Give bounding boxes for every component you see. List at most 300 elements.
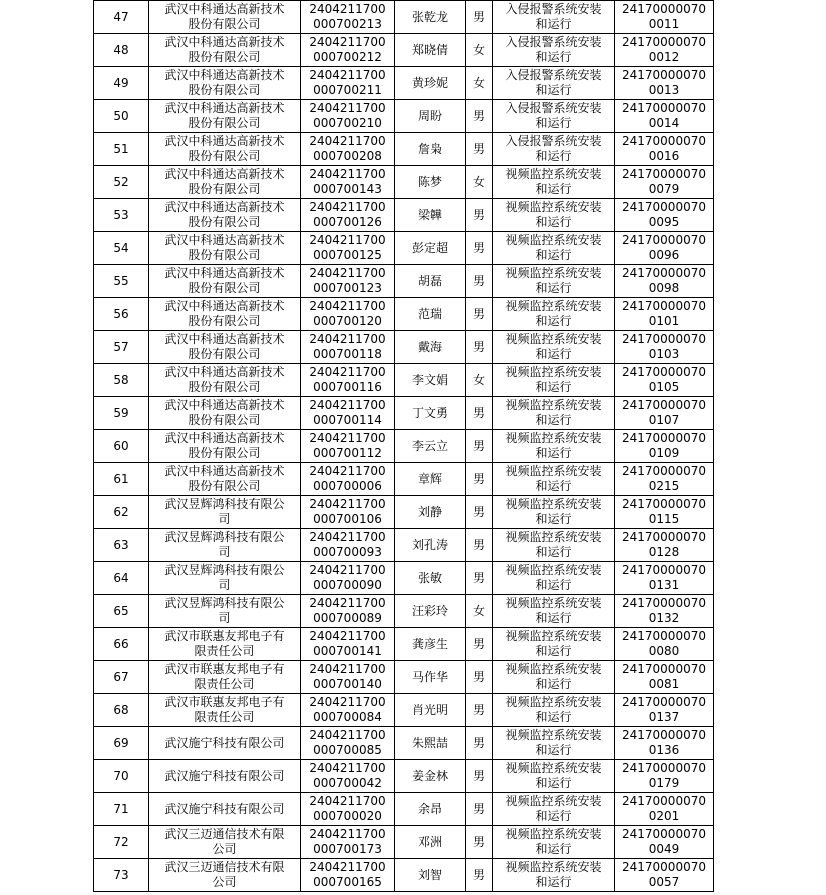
certificate-number-cell <box>615 760 714 793</box>
exam-item-cell-line: 和运行 <box>535 578 572 592</box>
table-row <box>94 760 714 793</box>
table-row <box>94 595 714 628</box>
exam-item-cell-line: 和运行 <box>535 380 572 394</box>
row-number-cell: 47 <box>94 1 149 34</box>
id-number-cell <box>301 529 395 562</box>
id-number-cell <box>301 265 395 298</box>
company-cell-line: 武汉中科通达高新技术 <box>164 134 285 148</box>
roster-table-body <box>94 1 714 892</box>
company-cell-line: 股份有限公司 <box>188 116 261 130</box>
company-cell-line: 股份有限公司 <box>188 413 261 427</box>
id-number-cell <box>301 562 395 595</box>
company-cell-line: 武汉中科通达高新技术 <box>164 35 285 49</box>
certificate-number-cell <box>615 430 714 463</box>
exam-item-cell <box>493 364 615 397</box>
exam-item-cell <box>493 1 615 34</box>
company-cell-line: 武汉昱辉鸿科技有限公 <box>164 497 285 511</box>
exam-item-cell-line: 和运行 <box>535 17 572 31</box>
company-cell-line: 武汉市联惠友邦电子有 <box>164 662 285 676</box>
company-cell <box>149 1 301 34</box>
certificate-number-cell-line: 0179 <box>648 776 680 790</box>
id-number-cell-line: 2404211700 <box>309 563 386 577</box>
row-number-cell: 72 <box>94 826 149 859</box>
table-row <box>94 661 714 694</box>
person-name-cell: 龚彦生 <box>395 628 466 661</box>
company-cell <box>149 34 301 67</box>
table-row <box>94 133 714 166</box>
certificate-number-cell-line: 0012 <box>648 50 680 64</box>
certificate-number-cell-line: 0137 <box>648 710 680 724</box>
id-number-cell <box>301 199 395 232</box>
company-cell <box>149 760 301 793</box>
exam-item-cell-line: 和运行 <box>535 116 572 130</box>
certificate-number-cell-line: 24170000070 <box>622 266 706 280</box>
exam-item-cell <box>493 529 615 562</box>
row-number-cell: 49 <box>94 67 149 100</box>
id-number-cell-line: 000700208 <box>313 149 382 163</box>
id-number-cell-line: 2404211700 <box>309 860 386 874</box>
gender-cell: 男 <box>466 826 493 859</box>
person-name-cell: 刘智 <box>395 859 466 892</box>
gender-cell: 男 <box>466 397 493 430</box>
exam-item-cell-line: 和运行 <box>535 677 572 691</box>
company-cell-line: 股份有限公司 <box>188 281 261 295</box>
id-number-cell <box>301 166 395 199</box>
gender-cell: 男 <box>466 232 493 265</box>
table-row <box>94 463 714 496</box>
person-name-cell: 汪彩玲 <box>395 595 466 628</box>
id-number-cell-line: 2404211700 <box>309 134 386 148</box>
company-cell-line: 股份有限公司 <box>188 83 261 97</box>
id-number-cell-line: 000700118 <box>313 347 382 361</box>
company-cell-line: 股份有限公司 <box>188 446 261 460</box>
gender-cell: 男 <box>466 562 493 595</box>
certificate-number-cell <box>615 67 714 100</box>
table-row <box>94 397 714 430</box>
certificate-number-cell-line: 0215 <box>648 479 680 493</box>
person-name-cell: 戴海 <box>395 331 466 364</box>
exam-item-cell <box>493 331 615 364</box>
exam-item-cell-line: 视频监控系统安装 <box>505 497 602 511</box>
gender-cell: 男 <box>466 331 493 364</box>
exam-item-cell <box>493 166 615 199</box>
exam-item-cell-line: 视频监控系统安装 <box>505 530 602 544</box>
gender-cell: 男 <box>466 463 493 496</box>
row-number-cell: 57 <box>94 331 149 364</box>
company-cell-line: 武汉施宁科技有限公司 <box>164 801 285 816</box>
id-number-cell-line: 2404211700 <box>309 398 386 412</box>
row-number-cell: 71 <box>94 793 149 826</box>
exam-item-cell-line: 视频监控系统安装 <box>505 629 602 643</box>
id-number-cell-line: 000700212 <box>313 50 382 64</box>
exam-item-cell <box>493 133 615 166</box>
exam-item-cell-line: 和运行 <box>535 50 572 64</box>
person-name-cell: 肖光明 <box>395 694 466 727</box>
company-cell-line: 武汉昱辉鸿科技有限公 <box>164 563 285 577</box>
company-cell <box>149 727 301 760</box>
table-row <box>94 496 714 529</box>
company-cell-line: 司 <box>218 545 231 559</box>
exam-item-cell <box>493 199 615 232</box>
table-row <box>94 727 714 760</box>
id-number-cell-line: 000700112 <box>313 446 382 460</box>
exam-item-cell-line: 视频监控系统安装 <box>505 695 602 709</box>
gender-cell: 男 <box>466 628 493 661</box>
company-cell-line: 限责任公司 <box>194 710 255 724</box>
id-number-cell-line: 2404211700 <box>309 662 386 676</box>
company-cell-line: 武汉中科通达高新技术 <box>164 266 285 280</box>
company-cell-line: 武汉中科通达高新技术 <box>164 101 285 115</box>
company-cell-line: 股份有限公司 <box>188 314 261 328</box>
certificate-number-cell-line: 0080 <box>648 644 680 658</box>
id-number-cell-line: 000700042 <box>313 776 382 790</box>
row-number-cell: 67 <box>94 661 149 694</box>
id-number-cell-line: 2404211700 <box>309 200 386 214</box>
id-number-cell-line: 2404211700 <box>309 233 386 247</box>
certificate-number-cell <box>615 166 714 199</box>
gender-cell: 女 <box>466 34 493 67</box>
certificate-number-cell-line: 0011 <box>648 17 680 31</box>
certificate-number-cell <box>615 859 714 892</box>
id-number-cell-line: 2404211700 <box>309 365 386 379</box>
person-name-cell: 郑晓倩 <box>395 34 466 67</box>
exam-item-cell-line: 入侵报警系统安装 <box>505 2 602 16</box>
row-number-cell: 60 <box>94 430 149 463</box>
company-cell <box>149 397 301 430</box>
id-number-cell-line: 000700114 <box>313 413 382 427</box>
id-number-cell <box>301 628 395 661</box>
company-cell-line: 公司 <box>212 842 237 856</box>
company-cell <box>149 133 301 166</box>
row-number-cell: 66 <box>94 628 149 661</box>
person-name-cell: 李文娟 <box>395 364 466 397</box>
exam-item-cell <box>493 628 615 661</box>
certificate-number-cell-line: 0107 <box>648 413 680 427</box>
id-number-cell-line: 2404211700 <box>309 431 386 445</box>
id-number-cell-line: 000700090 <box>313 578 382 592</box>
company-cell-line: 武汉中科通达高新技术 <box>164 431 285 445</box>
exam-item-cell <box>493 265 615 298</box>
company-cell-line: 武汉中科通达高新技术 <box>164 68 285 82</box>
company-cell-line: 武汉中科通达高新技术 <box>164 200 285 214</box>
company-cell <box>149 661 301 694</box>
exam-item-cell-line: 和运行 <box>535 809 572 823</box>
id-number-cell-line: 2404211700 <box>309 629 386 643</box>
company-cell-line: 限责任公司 <box>194 677 255 691</box>
id-number-cell <box>301 67 395 100</box>
exam-item-cell-line: 和运行 <box>535 710 572 724</box>
table-row <box>94 298 714 331</box>
exam-item-cell-line: 视频监控系统安装 <box>505 365 602 379</box>
exam-item-cell-line: 和运行 <box>535 248 572 262</box>
certificate-number-cell <box>615 595 714 628</box>
id-number-cell-line: 2404211700 <box>309 35 386 49</box>
certificate-number-cell-line: 24170000070 <box>622 398 706 412</box>
company-cell <box>149 67 301 100</box>
company-cell <box>149 364 301 397</box>
company-cell <box>149 562 301 595</box>
company-cell-line: 武汉昱辉鸿科技有限公 <box>164 530 285 544</box>
exam-item-cell-line: 入侵报警系统安装 <box>505 134 602 148</box>
id-number-cell-line: 2404211700 <box>309 695 386 709</box>
row-number-cell: 70 <box>94 760 149 793</box>
certificate-number-cell-line: 24170000070 <box>622 101 706 115</box>
certificate-number-cell-line: 0131 <box>648 578 680 592</box>
id-number-cell <box>301 430 395 463</box>
id-number-cell-line: 2404211700 <box>309 728 386 742</box>
id-number-cell-line: 000700210 <box>313 116 382 130</box>
person-name-cell: 余昂 <box>395 793 466 826</box>
id-number-cell-line: 000700173 <box>313 842 382 856</box>
certificate-number-cell-line: 24170000070 <box>622 233 706 247</box>
exam-item-cell-line: 和运行 <box>535 743 572 757</box>
id-number-cell-line: 2404211700 <box>309 464 386 478</box>
certificate-number-cell-line: 0105 <box>648 380 680 394</box>
exam-item-cell-line: 视频监控系统安装 <box>505 398 602 412</box>
exam-item-cell <box>493 793 615 826</box>
company-cell-line: 股份有限公司 <box>188 479 261 493</box>
id-number-cell-line: 000700093 <box>313 545 382 559</box>
id-number-cell-line: 000700125 <box>313 248 382 262</box>
exam-item-cell <box>493 34 615 67</box>
person-name-cell: 丁文勇 <box>395 397 466 430</box>
certificate-number-cell-line: 24170000070 <box>622 35 706 49</box>
person-name-cell: 胡磊 <box>395 265 466 298</box>
gender-cell: 女 <box>466 166 493 199</box>
exam-item-cell-line: 和运行 <box>535 512 572 526</box>
exam-item-cell-line: 视频监控系统安装 <box>505 662 602 676</box>
company-cell-line: 武汉三迈通信技术有限 <box>164 860 285 874</box>
person-name-cell: 刘静 <box>395 496 466 529</box>
exam-item-cell-line: 入侵报警系统安装 <box>505 35 602 49</box>
table-row <box>94 793 714 826</box>
company-cell <box>149 265 301 298</box>
certificate-number-cell <box>615 298 714 331</box>
certificate-number-cell <box>615 694 714 727</box>
certificate-number-cell <box>615 661 714 694</box>
row-number-cell: 52 <box>94 166 149 199</box>
person-name-cell: 黄珍妮 <box>395 67 466 100</box>
certificate-number-cell <box>615 199 714 232</box>
certificate-number-cell-line: 24170000070 <box>622 563 706 577</box>
certificate-number-cell-line: 24170000070 <box>622 134 706 148</box>
certificate-number-cell-line: 24170000070 <box>622 860 706 874</box>
row-number-cell: 50 <box>94 100 149 133</box>
certificate-number-cell-line: 24170000070 <box>622 167 706 181</box>
certificate-number-cell-line: 24170000070 <box>622 794 706 808</box>
certificate-number-cell-line: 24170000070 <box>622 827 706 841</box>
company-cell-line: 股份有限公司 <box>188 215 261 229</box>
person-name-cell: 马作华 <box>395 661 466 694</box>
certificate-number-cell <box>615 463 714 496</box>
company-cell-line: 股份有限公司 <box>188 380 261 394</box>
certificate-number-cell-line: 0201 <box>648 809 680 823</box>
company-cell-line: 武汉中科通达高新技术 <box>164 332 285 346</box>
certificate-number-cell-line: 24170000070 <box>622 662 706 676</box>
table-row <box>94 430 714 463</box>
company-cell-line: 股份有限公司 <box>188 17 261 31</box>
table-row <box>94 694 714 727</box>
id-number-cell-line: 000700120 <box>313 314 382 328</box>
exam-item-cell <box>493 463 615 496</box>
gender-cell: 男 <box>466 100 493 133</box>
gender-cell: 男 <box>466 133 493 166</box>
id-number-cell <box>301 694 395 727</box>
certificate-number-cell-line: 0103 <box>648 347 680 361</box>
table-row <box>94 34 714 67</box>
certificate-number-cell-line: 0115 <box>648 512 680 526</box>
person-name-cell: 章辉 <box>395 463 466 496</box>
exam-item-cell-line: 和运行 <box>535 644 572 658</box>
gender-cell: 男 <box>466 694 493 727</box>
gender-cell: 男 <box>466 529 493 562</box>
exam-item-cell-line: 和运行 <box>535 776 572 790</box>
id-number-cell-line: 000700126 <box>313 215 382 229</box>
table-row <box>94 100 714 133</box>
company-cell-line: 股份有限公司 <box>188 149 261 163</box>
company-cell-line: 武汉施宁科技有限公司 <box>164 735 285 750</box>
certificate-number-cell <box>615 397 714 430</box>
id-number-cell-line: 000700165 <box>313 875 382 889</box>
company-cell <box>149 199 301 232</box>
exam-item-cell-line: 视频监控系统安装 <box>505 266 602 280</box>
table-row <box>94 232 714 265</box>
company-cell <box>149 793 301 826</box>
row-number-cell: 62 <box>94 496 149 529</box>
gender-cell: 男 <box>466 199 493 232</box>
company-cell <box>149 628 301 661</box>
id-number-cell-line: 2404211700 <box>309 827 386 841</box>
certificate-number-cell-line: 0132 <box>648 611 680 625</box>
exam-item-cell <box>493 100 615 133</box>
row-number-cell: 68 <box>94 694 149 727</box>
certificate-number-cell-line: 24170000070 <box>622 629 706 643</box>
certificate-number-cell-line: 0128 <box>648 545 680 559</box>
certificate-number-cell-line: 0109 <box>648 446 680 460</box>
company-cell-line: 武汉三迈通信技术有限 <box>164 827 285 841</box>
id-number-cell-line: 000700106 <box>313 512 382 526</box>
exam-item-cell <box>493 859 615 892</box>
person-name-cell: 李云立 <box>395 430 466 463</box>
exam-item-cell <box>493 826 615 859</box>
exam-item-cell-line: 视频监控系统安装 <box>505 299 602 313</box>
company-cell-line: 司 <box>218 578 231 592</box>
exam-item-cell-line: 视频监控系统安装 <box>505 563 602 577</box>
exam-item-cell-line: 视频监控系统安装 <box>505 596 602 610</box>
id-number-cell-line: 000700116 <box>313 380 382 394</box>
row-number-cell: 61 <box>94 463 149 496</box>
gender-cell: 男 <box>466 430 493 463</box>
id-number-cell-line: 000700143 <box>313 182 382 196</box>
certificate-number-cell <box>615 133 714 166</box>
certificate-number-cell-line: 0136 <box>648 743 680 757</box>
company-cell-line: 司 <box>218 512 231 526</box>
person-name-cell: 邓洲 <box>395 826 466 859</box>
id-number-cell <box>301 1 395 34</box>
certificate-number-cell-line: 24170000070 <box>622 695 706 709</box>
company-cell-line: 武汉市联惠友邦电子有 <box>164 629 285 643</box>
table-row <box>94 1 714 34</box>
row-number-cell: 63 <box>94 529 149 562</box>
id-number-cell <box>301 100 395 133</box>
id-number-cell-line: 2404211700 <box>309 497 386 511</box>
person-name-cell: 姜金林 <box>395 760 466 793</box>
table-row <box>94 859 714 892</box>
person-name-cell: 彭定超 <box>395 232 466 265</box>
id-number-cell-line: 000700123 <box>313 281 382 295</box>
exam-item-cell-line: 视频监控系统安装 <box>505 233 602 247</box>
id-number-cell-line: 2404211700 <box>309 530 386 544</box>
exam-item-cell-line: 入侵报警系统安装 <box>505 101 602 115</box>
certificate-number-cell-line: 24170000070 <box>622 431 706 445</box>
table-row <box>94 562 714 595</box>
certificate-number-cell-line: 24170000070 <box>622 596 706 610</box>
company-cell-line: 武汉昱辉鸿科技有限公 <box>164 596 285 610</box>
id-number-cell <box>301 595 395 628</box>
certificate-number-cell-line: 0013 <box>648 83 680 97</box>
company-cell-line: 武汉中科通达高新技术 <box>164 398 285 412</box>
company-cell-line: 武汉中科通达高新技术 <box>164 2 285 16</box>
company-cell <box>149 298 301 331</box>
company-cell <box>149 529 301 562</box>
exam-item-cell-line: 和运行 <box>535 875 572 889</box>
exam-item-cell-line: 和运行 <box>535 149 572 163</box>
row-number-cell: 69 <box>94 727 149 760</box>
id-number-cell <box>301 661 395 694</box>
certificate-number-cell <box>615 826 714 859</box>
certificate-number-cell-line: 0101 <box>648 314 680 328</box>
exam-item-cell-line: 视频监控系统安装 <box>505 728 602 742</box>
gender-cell: 女 <box>466 595 493 628</box>
id-number-cell-line: 2404211700 <box>309 596 386 610</box>
id-number-cell-line: 000700140 <box>313 677 382 691</box>
exam-item-cell-line: 和运行 <box>535 314 572 328</box>
certificate-number-cell-line: 24170000070 <box>622 530 706 544</box>
id-number-cell <box>301 496 395 529</box>
id-number-cell <box>301 133 395 166</box>
company-cell-line: 公司 <box>212 875 237 889</box>
table-row <box>94 166 714 199</box>
row-number-cell: 48 <box>94 34 149 67</box>
certificate-number-cell-line: 0014 <box>648 116 680 130</box>
certificate-number-cell-line: 24170000070 <box>622 68 706 82</box>
id-number-cell <box>301 331 395 364</box>
certificate-number-cell-line: 0081 <box>648 677 680 691</box>
certificate-number-cell <box>615 562 714 595</box>
exam-item-cell <box>493 397 615 430</box>
gender-cell: 男 <box>466 1 493 34</box>
exam-item-cell-line: 和运行 <box>535 413 572 427</box>
exam-item-cell-line: 视频监控系统安装 <box>505 794 602 808</box>
company-cell-line: 股份有限公司 <box>188 248 261 262</box>
certificate-number-cell-line: 24170000070 <box>622 761 706 775</box>
certificate-number-cell-line: 0079 <box>648 182 680 196</box>
exam-item-cell-line: 和运行 <box>535 479 572 493</box>
id-number-cell-line: 2404211700 <box>309 68 386 82</box>
gender-cell: 男 <box>466 760 493 793</box>
certificate-number-cell-line: 24170000070 <box>622 728 706 742</box>
certificate-number-cell-line: 24170000070 <box>622 299 706 313</box>
exam-item-cell <box>493 232 615 265</box>
certificate-number-cell <box>615 232 714 265</box>
exam-item-cell <box>493 496 615 529</box>
table-row <box>94 826 714 859</box>
gender-cell: 男 <box>466 496 493 529</box>
certificate-number-cell <box>615 1 714 34</box>
company-cell <box>149 496 301 529</box>
certificate-number-cell <box>615 793 714 826</box>
id-number-cell <box>301 793 395 826</box>
